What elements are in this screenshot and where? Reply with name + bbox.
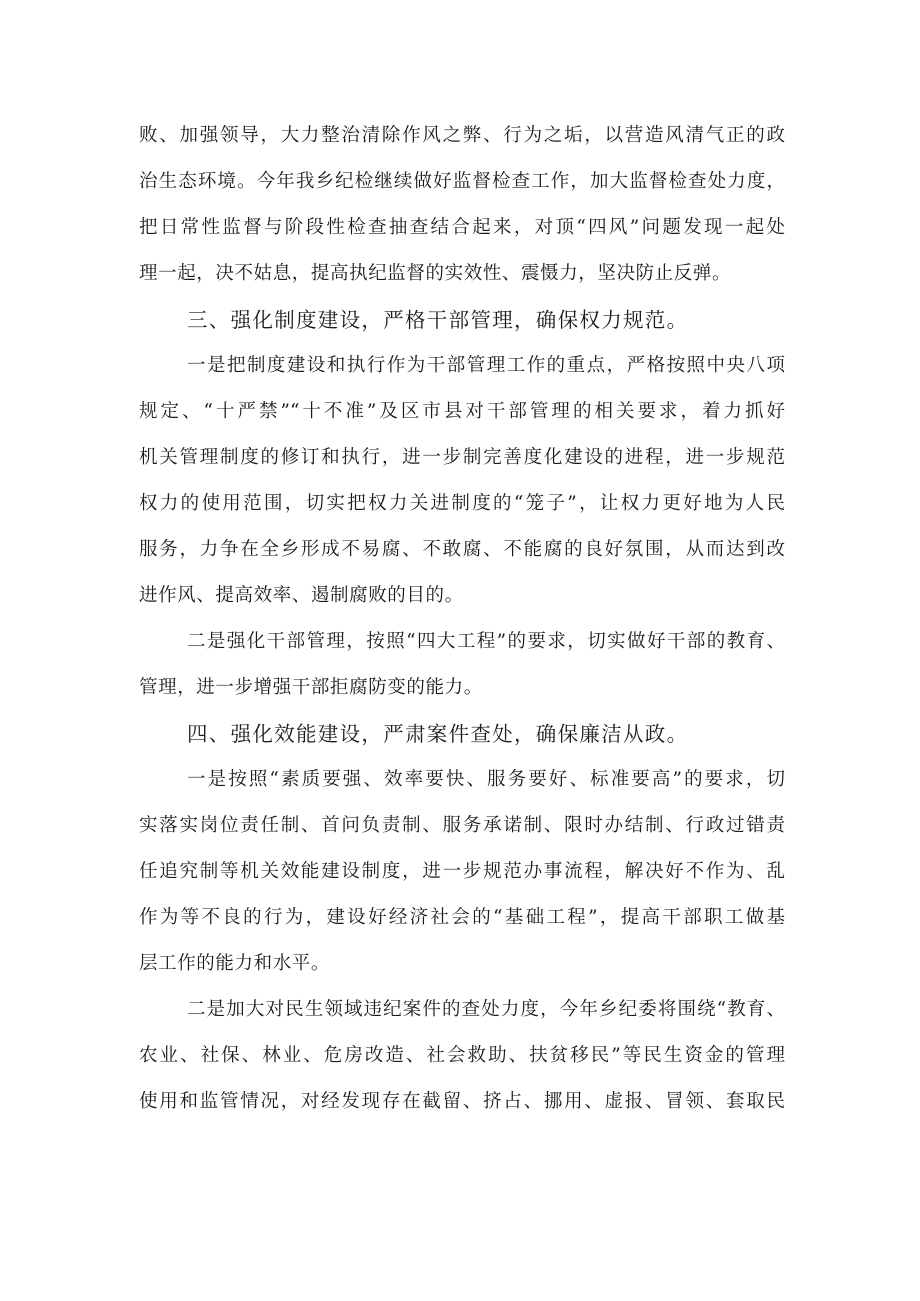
- paragraph-line: 一是把制度建设和执行作为干部管理工作的重点，严格按照中央八项: [187, 355, 785, 376]
- section-heading-four: 四、强化效能建设，严肃案件查处，确保廉洁从政。: [187, 722, 689, 746]
- section-heading-three: 三、强化制度建设，严格干部管理，确保权力规范。: [187, 308, 689, 332]
- paragraph-line: 管理，进一步增强干部拒腐防变的能力。: [139, 677, 483, 698]
- paragraph-line: 任追究制等机关效能建设制度，进一步规范办事流程，解决好不作为、乱: [139, 861, 785, 882]
- paragraph-line: 理一起，决不姑息，提高执纪监督的实效性、震慑力，坚决防止反弹。: [139, 263, 732, 284]
- paragraph-line: 败、加强领导，大力整治清除作风之弊、行为之垢，以营造风清气正的政: [139, 125, 785, 146]
- paragraph-line: 二是加大对民生领域违纪案件的查处力度，今年乡纪委将围绕“教育、: [187, 999, 785, 1020]
- paragraph-line: 层工作的能力和水平。: [139, 953, 331, 974]
- paragraph-line: 服务，力争在全乡形成不易腐、不敢腐、不能腐的良好氛围，从而达到改: [139, 539, 785, 560]
- paragraph-line: 进作风、提高效率、遏制腐败的目的。: [139, 585, 464, 606]
- paragraph-line: 权力的使用范围，切实把权力关进制度的“笼子”，让权力更好地为人民: [139, 493, 785, 514]
- paragraph-line: 一是按照“素质要强、效率要快、服务要好、标准要高”的要求，切: [187, 769, 785, 790]
- paragraph-line: 规定、“十严禁”“十不准”及区市县对干部管理的相关要求，着力抓好: [139, 401, 785, 422]
- paragraph-line: 作为等不良的行为，建设好经济社会的“基础工程”，提高干部职工做基: [139, 907, 785, 928]
- paragraph-line: 把日常性监督与阶段性检查抽查结合起来，对顶“四风”问题发现一起处: [139, 217, 785, 238]
- paragraph-line: 机关管理制度的修订和执行，进一步制完善度化建设的进程，进一步规范: [139, 447, 785, 468]
- paragraph-line: 农业、社保、林业、危房改造、社会救助、扶贫移民”等民生资金的管理: [139, 1045, 785, 1066]
- paragraph-line: 二是强化干部管理，按照“四大工程”的要求，切实做好干部的教育、: [187, 631, 785, 652]
- paragraph-line: 治生态环境。今年我乡纪检继续做好监督检查工作，加大监督检查处力度，: [139, 171, 785, 192]
- paragraph-line: 使用和监管情况，对经发现存在截留、挤占、挪用、虚报、冒领、套取民: [139, 1091, 785, 1112]
- paragraph-line: 实落实岗位责任制、首问负责制、服务承诺制、限时办结制、行政过错责: [139, 815, 785, 836]
